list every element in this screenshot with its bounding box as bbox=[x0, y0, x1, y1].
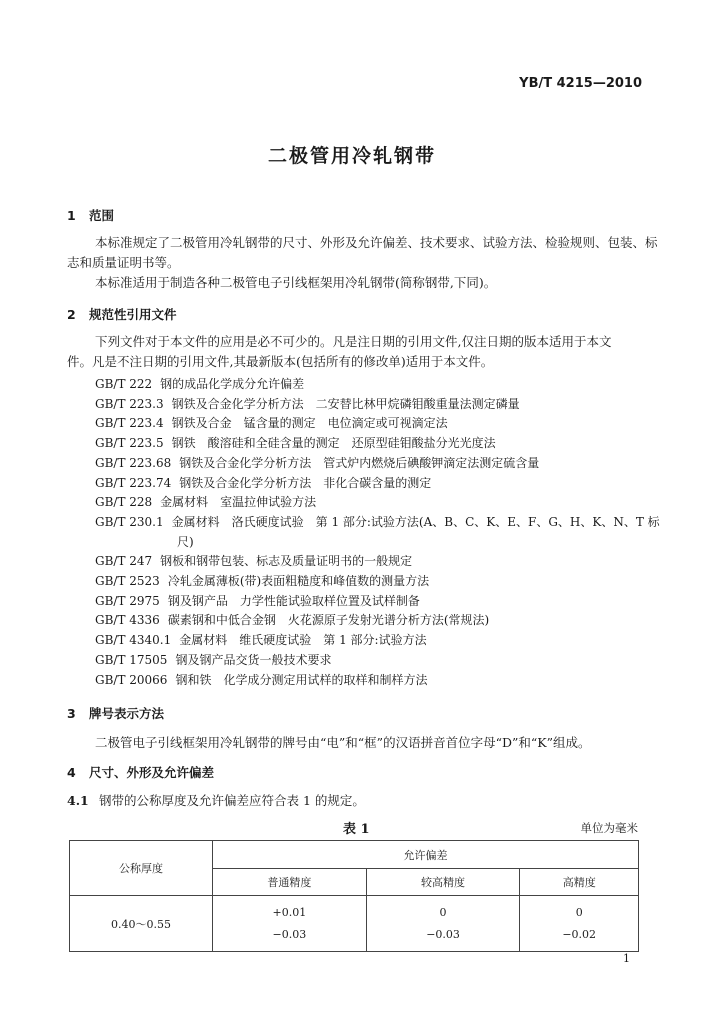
section-title: 牌号表示方法 bbox=[89, 706, 165, 721]
reference-code: GB/T 223.3 bbox=[95, 396, 164, 411]
reference-code: GB/T 20066 bbox=[95, 672, 168, 687]
reference-code: GB/T 222 bbox=[95, 377, 153, 391]
section-3-heading bbox=[67, 704, 164, 722]
reference-title: 钢铁及合金化学分析方法 二安替比林甲烷磷钼酸重量法测定磷量 bbox=[171, 396, 520, 411]
reference-title: 金属材料 维氏硬度试验 第 1 部分:试验方法 bbox=[179, 633, 427, 648]
reference-item bbox=[95, 474, 431, 491]
reference-title: 金属材料 室温拉伸试验方法 bbox=[160, 495, 317, 510]
reference-code: GB/T 230.1 bbox=[95, 514, 164, 529]
reference-code: GB/T 4340.1 bbox=[95, 633, 172, 648]
table-caption: 表 1 bbox=[343, 822, 370, 837]
clause-number: 4.1 bbox=[67, 793, 89, 808]
reference-item bbox=[95, 513, 660, 530]
reference-title: 钢及钢产品交货一般技术要求 bbox=[175, 652, 332, 667]
cell-thickness: 0.40～0.55 bbox=[70, 896, 213, 952]
reference-title: 碳素钢和中低合金钢 火花源原子发射光谱分析方法(常规法) bbox=[167, 613, 490, 628]
lower-deviation: −0.02 bbox=[562, 927, 597, 941]
cell-higher bbox=[366, 896, 520, 952]
section-title: 尺寸、外形及允许偏差 bbox=[89, 765, 215, 780]
table-header-row bbox=[70, 841, 639, 869]
reference-item bbox=[95, 611, 489, 628]
paragraph-line: 件。凡是不注日期的引用文件,其最新版本(包括所有的修改单)适用于本文件。 bbox=[67, 354, 494, 369]
reference-item bbox=[95, 493, 316, 510]
reference-code: GB/T 228 bbox=[95, 495, 153, 510]
reference-item bbox=[95, 434, 496, 451]
paragraph-line: 下列文件对于本文件的应用是必不可少的。凡是注日期的引用文件,仅注日期的版本适用于本文 bbox=[95, 334, 612, 349]
reference-code: GB/T 223.5 bbox=[95, 436, 164, 451]
section-number: 3 bbox=[67, 706, 76, 721]
reference-item bbox=[95, 592, 420, 609]
paragraph-line: 志和质量证明书等。 bbox=[67, 255, 180, 270]
reference-continuation: 尺) bbox=[177, 534, 194, 549]
reference-title: 金属材料 洛氏硬度试验 第 1 部分:试验方法(A、B、C、K、E、F、G、H、K、N、T 标 bbox=[171, 514, 660, 529]
paragraph-line: 本标准规定了二极管用冷轧钢带的尺寸、外形及允许偏差、技术要求、试验方法、检验规则、包装、标 bbox=[95, 235, 658, 250]
reference-title: 钢及钢产品 力学性能试验取样位置及试样制备 bbox=[167, 593, 420, 608]
reference-title: 钢铁及合金 锰含量的测定 电位滴定或可视滴定法 bbox=[171, 416, 448, 431]
reference-code: GB/T 2523 bbox=[95, 574, 160, 588]
lower-deviation: −0.03 bbox=[426, 927, 460, 941]
table-row bbox=[70, 896, 639, 952]
section-4-heading bbox=[67, 763, 214, 781]
reference-item bbox=[95, 552, 412, 569]
reference-code: GB/T 2975 bbox=[95, 593, 160, 608]
cell-normal bbox=[213, 896, 367, 952]
upper-deviation: +0.01 bbox=[272, 905, 307, 919]
header-thickness: 公称厚度 bbox=[70, 841, 213, 896]
section-1-heading bbox=[67, 206, 114, 224]
reference-title: 冷轧金属薄板(带)表面粗糙度和峰值数的测量方法 bbox=[167, 574, 430, 588]
reference-item bbox=[95, 375, 304, 392]
document-title: 二极管用冷轧钢带 bbox=[267, 145, 436, 167]
reference-item bbox=[95, 572, 429, 589]
upper-deviation: 0 bbox=[439, 905, 447, 919]
reference-code: GB/T 223.4 bbox=[95, 416, 164, 431]
reference-title: 钢铁及合金化学分析方法 管式炉内燃烧后碘酸钾滴定法测定硫含量 bbox=[179, 455, 540, 470]
clause-text: 钢带的公称厚度及允许偏差应符合表 1 的规定。 bbox=[99, 793, 365, 808]
reference-title: 钢的成品化学成分允许偏差 bbox=[160, 377, 305, 391]
page-number: 1 bbox=[623, 952, 630, 965]
section-title: 范围 bbox=[89, 208, 115, 223]
section-number: 1 bbox=[67, 208, 76, 223]
cell-high bbox=[520, 896, 639, 952]
reference-code: GB/T 223.74 bbox=[95, 475, 172, 490]
reference-title: 钢和铁 化学成分测定用试样的取样和制样方法 bbox=[175, 672, 428, 687]
subheader-normal: 普通精度 bbox=[213, 869, 367, 896]
subheader-high: 高精度 bbox=[520, 869, 639, 896]
paragraph-line: 二极管电子引线框架用冷轧钢带的牌号由“电”和“框”的汉语拼音首位字母“D”和“K”组成。 bbox=[95, 735, 591, 750]
subheader-higher: 较高精度 bbox=[366, 869, 520, 896]
reference-code: GB/T 223.68 bbox=[95, 455, 172, 470]
standard-number: YB/T 4215—2010 bbox=[519, 76, 642, 91]
table-unit: 单位为毫米 bbox=[580, 821, 638, 835]
reference-title: 钢板和钢带包装、标志及质量证明书的一般规定 bbox=[160, 554, 413, 569]
clause-4-1 bbox=[67, 791, 365, 811]
reference-item bbox=[95, 631, 427, 648]
reference-item bbox=[95, 454, 539, 471]
tolerance-table bbox=[69, 840, 639, 952]
paragraph-line: 本标准适用于制造各种二极管电子引线框架用冷轧钢带(简称钢带,下同)。 bbox=[95, 275, 497, 290]
section-number: 2 bbox=[67, 307, 76, 322]
header-tolerance: 允许偏差 bbox=[213, 841, 639, 869]
reference-item bbox=[95, 671, 427, 688]
section-2-heading bbox=[67, 305, 177, 323]
section-number: 4 bbox=[67, 765, 76, 780]
reference-code: GB/T 17505 bbox=[95, 652, 168, 667]
upper-deviation: 0 bbox=[575, 905, 583, 919]
reference-code: GB/T 4336 bbox=[95, 613, 160, 628]
lower-deviation: −0.03 bbox=[272, 927, 307, 941]
reference-title: 钢铁 酸溶硅和全硅含量的测定 还原型硅钼酸盐分光光度法 bbox=[171, 436, 496, 451]
section-title: 规范性引用文件 bbox=[89, 307, 177, 322]
reference-title: 钢铁及合金化学分析方法 非化合碳含量的测定 bbox=[179, 475, 432, 490]
reference-item bbox=[95, 414, 448, 431]
reference-item bbox=[95, 395, 520, 412]
reference-code: GB/T 247 bbox=[95, 554, 153, 569]
reference-item bbox=[95, 651, 331, 668]
